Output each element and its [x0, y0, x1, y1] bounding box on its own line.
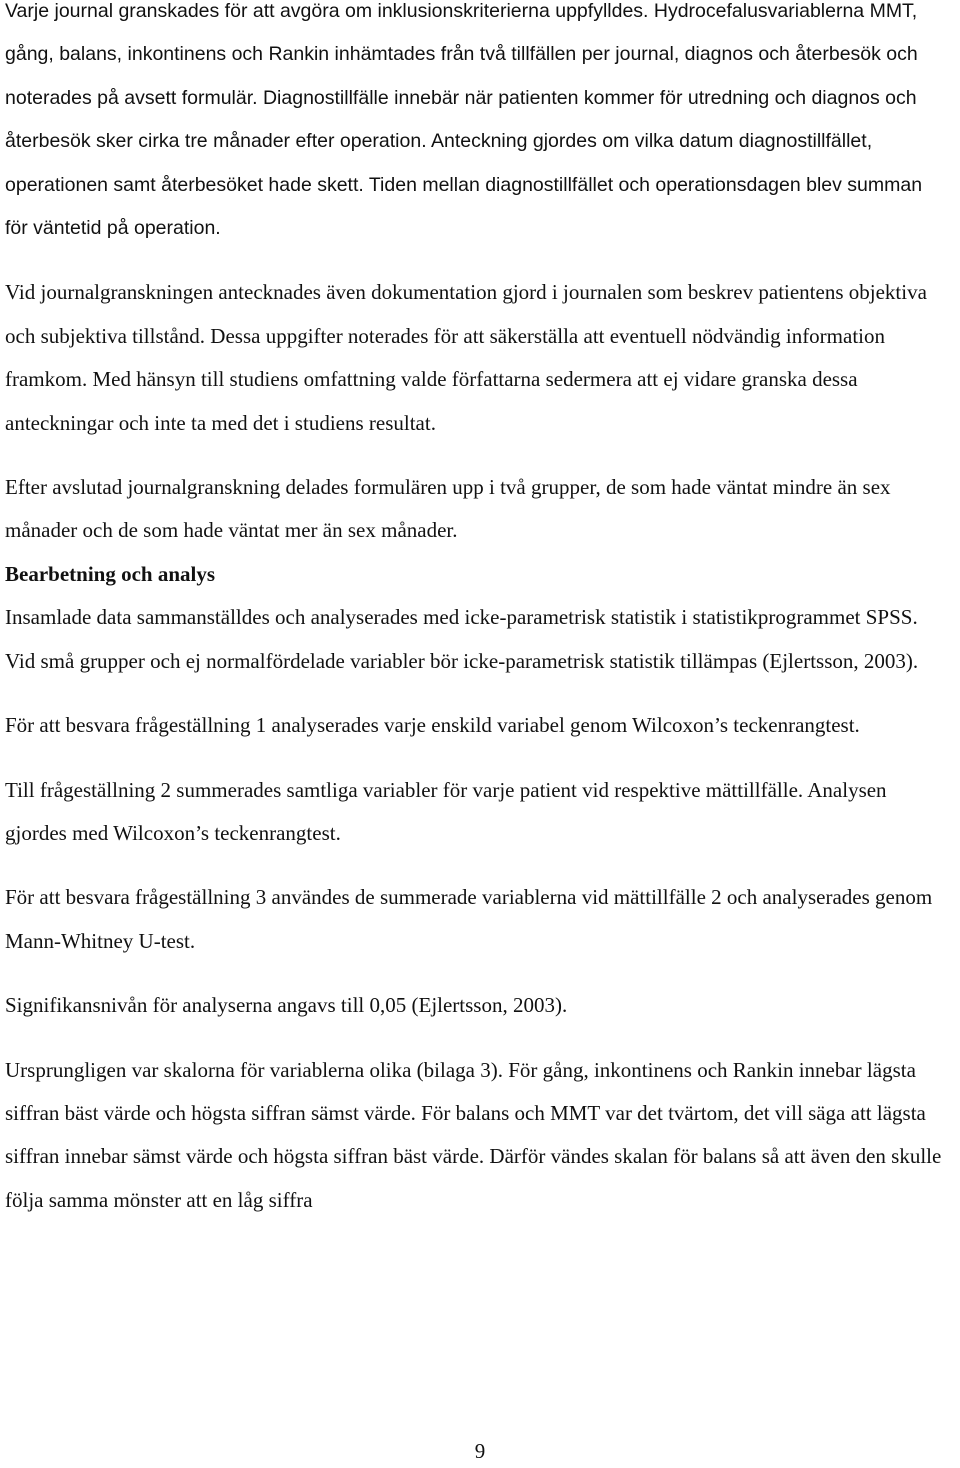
paragraph-question-2: Till frågeställning 2 summerades samtliga variabler för varje patient vid respektive mättillfälle. Analysen gjordes med Wilcoxon’s teckenrangtest.: [5, 777, 887, 845]
paragraph-scales: Ursprungligen var skalorna för variablerna olika (bilaga 3). För gång, inkontinens och Rankin innebar lägsta siffran bäst värde och högsta siffran sämst värde. För balans och MMT var det tvärtom, det vill säga att lägsta siffran innebar sämst värde och högsta siffran bäst värde. Därför vändes skalan för balans så att även den skulle följa samma mönster att en låg siffra: [5, 1057, 942, 1212]
paragraph-question-3: För att besvara frågeställning 3 användes de summerade variablerna vid mättillfälle 2 och analyserades genom Mann-Whitney U-test.: [5, 885, 933, 953]
paragraph-journal-review: Varje journal granskades för att avgöra om inklusionskriterierna uppfylldes. Hydrocefalusvariablerna MMT, gång, balans, inkontinens och Rankin inhämtades från två tillfällen per journal, diagnos och återbesök och noterades på avsett formulär. Diagnostillfälle innebär när patienten kommer för utredning och diagnos och återbesök sker cirka tre månader efter operation. Anteckning gjordes om vilka datum diagnostillfället, operationen samt återbesöket hade skett. Tiden mellan diagnostillfället och operationsdagen blev summan för väntetid på operation.: [5, 0, 923, 240]
paragraph-question-1: För att besvara frågeställning 1 analyserades varje enskild variabel genom Wilcoxon’s teckenrangtest.: [5, 713, 860, 738]
paragraph-significance: Signifikansnivån för analyserna angavs till 0,05 (Ejlertsson, 2003).: [5, 993, 568, 1018]
paragraph-grouping: Efter avslutad journalgranskning delades formulären upp i två grupper, de som hade väntat mindre än sex månader och de som hade väntat mer än sex månader.: [5, 475, 891, 543]
paragraph-documentation: Vid journalgranskningen antecknades även dokumentation gjord i journalen som beskrev patientens objektiva och subjektiva tillstånd. Dessa uppgifter noterades för att säkerställa att eventuell nödvändig information framkom. Med hänsyn till studiens omfattning valde författarna sedermera att ej vidare granska dessa anteckningar och inte ta med det i studiens resultat.: [5, 280, 927, 435]
document-page: [5, 0, 950, 1222]
section-heading-processing: Bearbetning och analys: [5, 561, 216, 586]
page-number: 9: [474, 1439, 486, 1463]
paragraph-statistics: Insamlade data sammanställdes och analyserades med icke-parametrisk statistik i statistikprogrammet SPSS. Vid små grupper och ej normalfördelade variabler bör icke-parametrisk statistik tillämpas (Ejlertsson, 2003).: [5, 605, 919, 673]
